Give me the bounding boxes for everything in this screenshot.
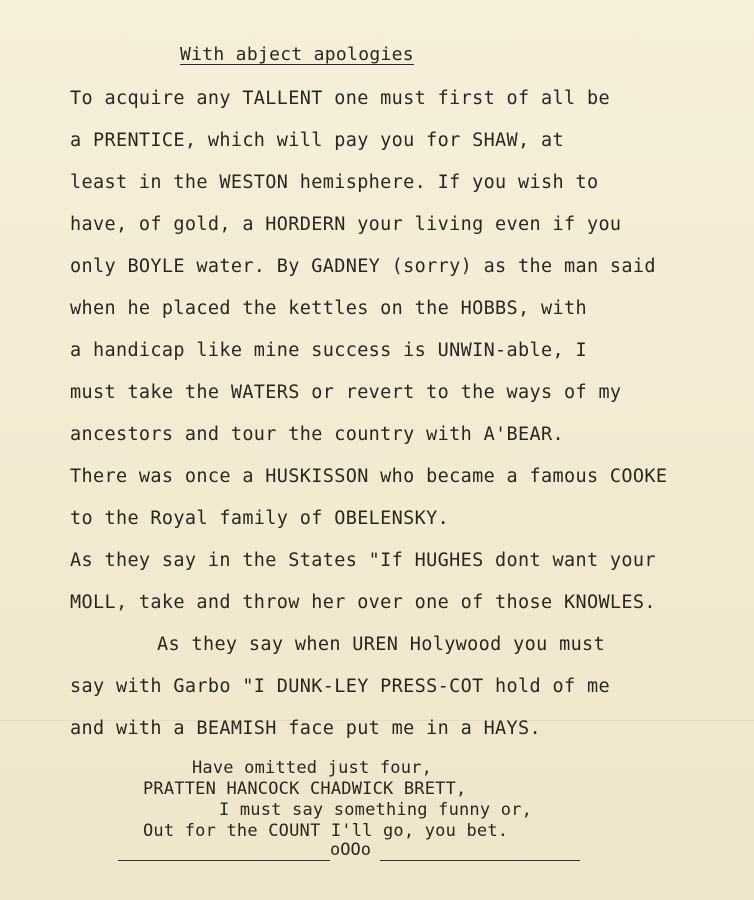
body-line: MOLL, take and throw her over one of those KNOWLES. [70,592,656,613]
body-line: when he placed the kettles on the HOBBS, with [70,298,587,319]
body-line: There was once a HUSKISSON who became a famous COOKE [70,466,668,487]
body-line: only BOYLE water. By GADNEY (sorry) as the man said [70,256,656,277]
body-line: least in the WESTON hemisphere. If you wish to [70,172,599,193]
page-title: With abject apologies [180,44,414,65]
verse-line: Out for the COUNT I'll go, you bet. [143,821,509,841]
body-line: a handicap like mine success is UNWIN-able, I [70,340,587,361]
end-mark: oOOo [330,840,371,860]
body-line: To acquire any TALLENT one must first of all be [70,88,610,109]
body-line: a PRENTICE, which will pay you for SHAW, at [70,130,564,151]
body-line: and with a BEAMISH face put me in a HAYS. [70,718,542,739]
body-line: As they say when UREN Holywood you must [157,634,606,655]
body-line: ancestors and tour the country with A'BEAR. [70,424,564,445]
body-line: have, of gold, a HORDERN your living even if you [70,214,622,235]
verse-line: Have omitted just four, [192,758,433,778]
body-line: As they say in the States "If HUGHES dont want your [70,550,656,571]
verse-line: PRATTEN HANCOCK CHADWICK BRETT, [143,779,467,799]
verse-line: I must say something funny or, [219,800,533,820]
closing-rule-right [380,860,580,861]
body-line: to the Royal family of OBELENSKY. [70,508,450,529]
closing-rule-left [118,860,330,861]
body-line: say with Garbo "I DUNK-LEY PRESS-COT hold of me [70,676,610,697]
body-line: must take the WATERS or revert to the ways of my [70,382,622,403]
